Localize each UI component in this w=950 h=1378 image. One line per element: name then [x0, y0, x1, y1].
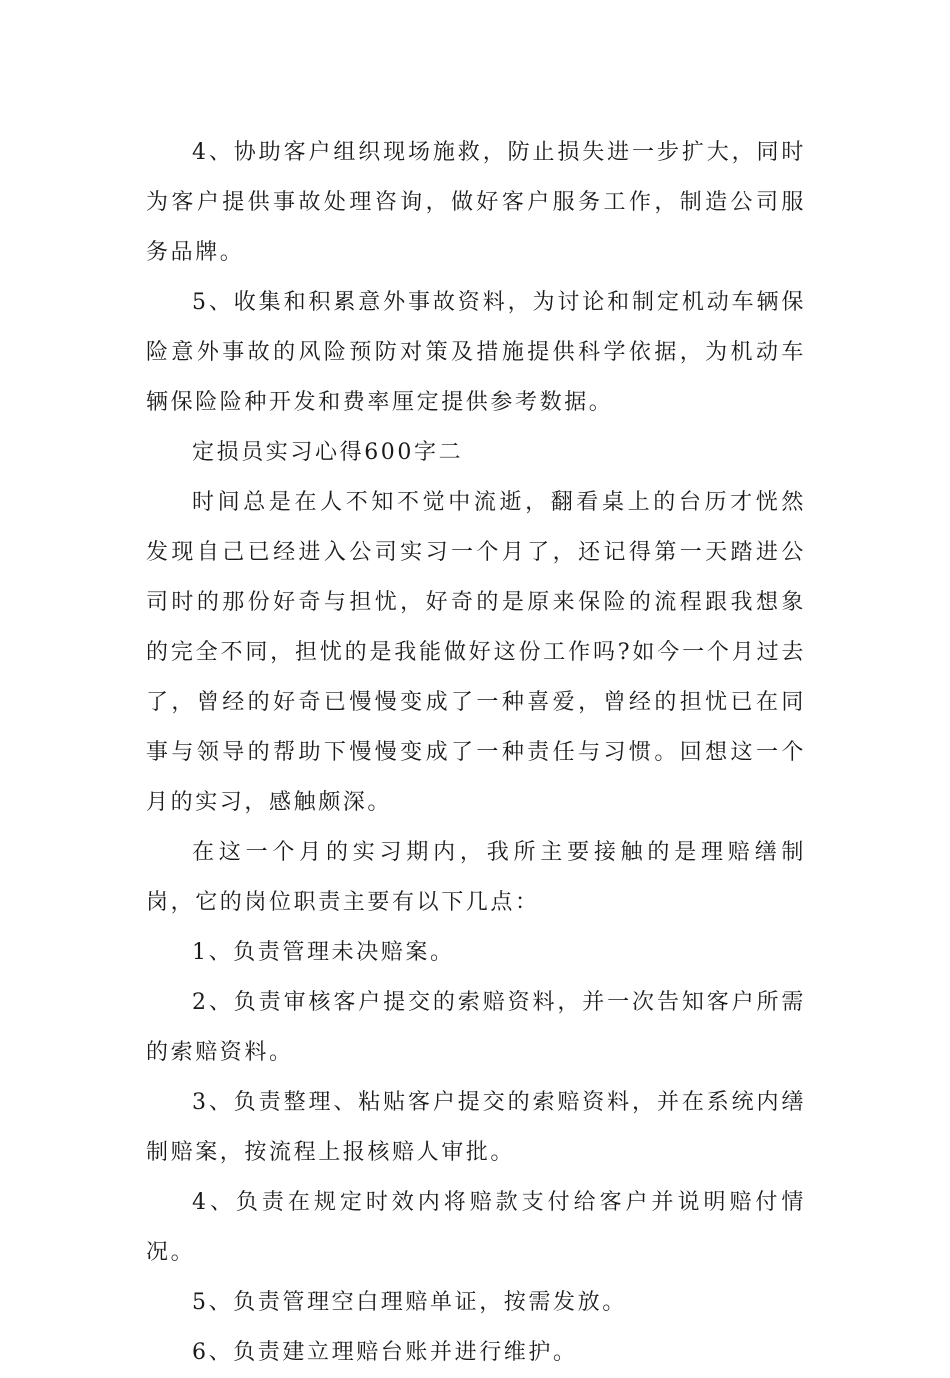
duty-item-4: 4、负责在规定时效内将赔款支付给客户并说明赔付情况。	[146, 1190, 806, 1265]
duty-item-2: 2、负责审核客户提交的索赔资料，并一次告知客户所需的索赔资料。	[146, 990, 806, 1065]
document-body	[146, 128, 806, 1378]
section-heading: 定损员实习心得600字二	[192, 440, 464, 465]
paragraph-duties-intro: 在这一个月的实习期内，我所主要接触的是理赔缮制岗，它的岗位职责主要有以下几点：	[146, 840, 806, 915]
paragraph-item-5-data-collection: 5、收集和积累意外事故资料，为讨论和制定机动车辆保险意外事故的风险预防对策及措施提供科学依据，为机动车辆保险险种开发和费率厘定提供参考数据。	[146, 290, 806, 415]
duty-item-3: 3、负责整理、粘贴客户提交的索赔资料，并在系统内缮制赔案，按流程上报核赔人审批。	[146, 1090, 806, 1165]
paragraph-intro: 时间总是在人不知不觉中流逝，翻看桌上的台历才恍然发现自己已经进入公司实习一个月了，还记得第一天踏进公司时的那份好奇与担忧，好奇的是原来保险的流程跟我想象的完全不同，担忧的是我能做好这份工作吗?如今一个月过去了，曾经的好奇已慢慢变成了一种喜爱，曾经的担忧已在同事与领导的帮助下慢慢变成了一种责任与习惯。回想这一个月的实习，感触颇深。	[146, 490, 806, 815]
duty-item-6: 6、负责建立理赔台账并进行维护。	[192, 1340, 578, 1365]
duty-item-1: 1、负责管理未决赔案。	[192, 940, 455, 965]
paragraph-item-4-rescue: 4、协助客户组织现场施救，防止损失进一步扩大，同时为客户提供事故处理咨询，做好客户服务工作，制造公司服务品牌。	[146, 140, 806, 265]
duty-item-5: 5、负责管理空白理赔单证，按需发放。	[192, 1290, 627, 1315]
